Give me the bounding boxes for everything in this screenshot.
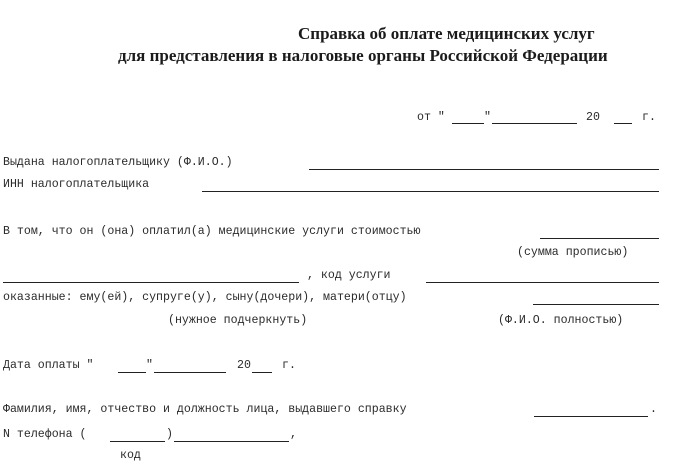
service-code-field[interactable]	[426, 282, 659, 283]
phone-number-field[interactable]	[174, 441, 289, 442]
phone-code-field[interactable]	[110, 441, 165, 442]
provided-to-label: оказанные: ему(ей), супруге(у), сыну(дочери), матери(отцу)	[3, 291, 407, 304]
taxpayer-name-field[interactable]	[309, 169, 659, 170]
payment-year-prefix: 20	[237, 359, 251, 372]
phone-label: N телефона (	[3, 428, 87, 441]
issuer-end: .	[650, 403, 657, 416]
taxpayer-inn-label: ИНН налогоплательщика	[3, 178, 150, 191]
payment-date-label: Дата оплаты "	[3, 359, 94, 372]
full-name-hint: (Ф.И.О. полностью)	[498, 314, 624, 327]
date-year-prefix: 20	[586, 111, 600, 124]
document-title-line1: Справка об оплате медицинских услуг	[298, 24, 595, 43]
amount-words-field[interactable]	[3, 282, 299, 283]
underline-hint: (нужное подчеркнуть)	[168, 314, 308, 327]
date-prefix: от "	[417, 111, 445, 124]
issuer-field[interactable]	[534, 416, 648, 417]
date-day-field[interactable]	[452, 123, 484, 124]
date-quote-close: "	[484, 111, 491, 124]
payment-year-field[interactable]	[252, 372, 272, 373]
payment-day-field[interactable]	[118, 372, 146, 373]
date-month-field[interactable]	[492, 123, 577, 124]
amount-field[interactable]	[540, 238, 659, 239]
issuer-label: Фамилия, имя, отчество и должность лица, выдавшего справку	[3, 403, 407, 416]
payment-month-field[interactable]	[154, 372, 226, 373]
phone-close-paren: )	[166, 428, 173, 441]
amount-hint: (сумма прописью)	[517, 246, 629, 259]
taxpayer-inn-field[interactable]	[202, 191, 659, 192]
phone-comma: ,	[290, 428, 297, 441]
phone-code-hint: код	[120, 449, 141, 462]
payment-date-quote-close: "	[146, 359, 153, 372]
date-year-suffix: г.	[642, 111, 656, 124]
taxpayer-name-label: Выдана налогоплательщику (Ф.И.О.)	[3, 156, 233, 169]
payment-year-suffix: г.	[282, 359, 296, 372]
date-year-field[interactable]	[614, 123, 632, 124]
recipient-name-field[interactable]	[533, 304, 659, 305]
document-title-line2: для представления в налоговые органы Российской Федерации	[118, 46, 608, 65]
paid-services-label: В том, что он (она) оплатил(а) медицинские услуги стоимостью	[3, 225, 421, 238]
service-code-label: , код услуги	[307, 269, 391, 282]
